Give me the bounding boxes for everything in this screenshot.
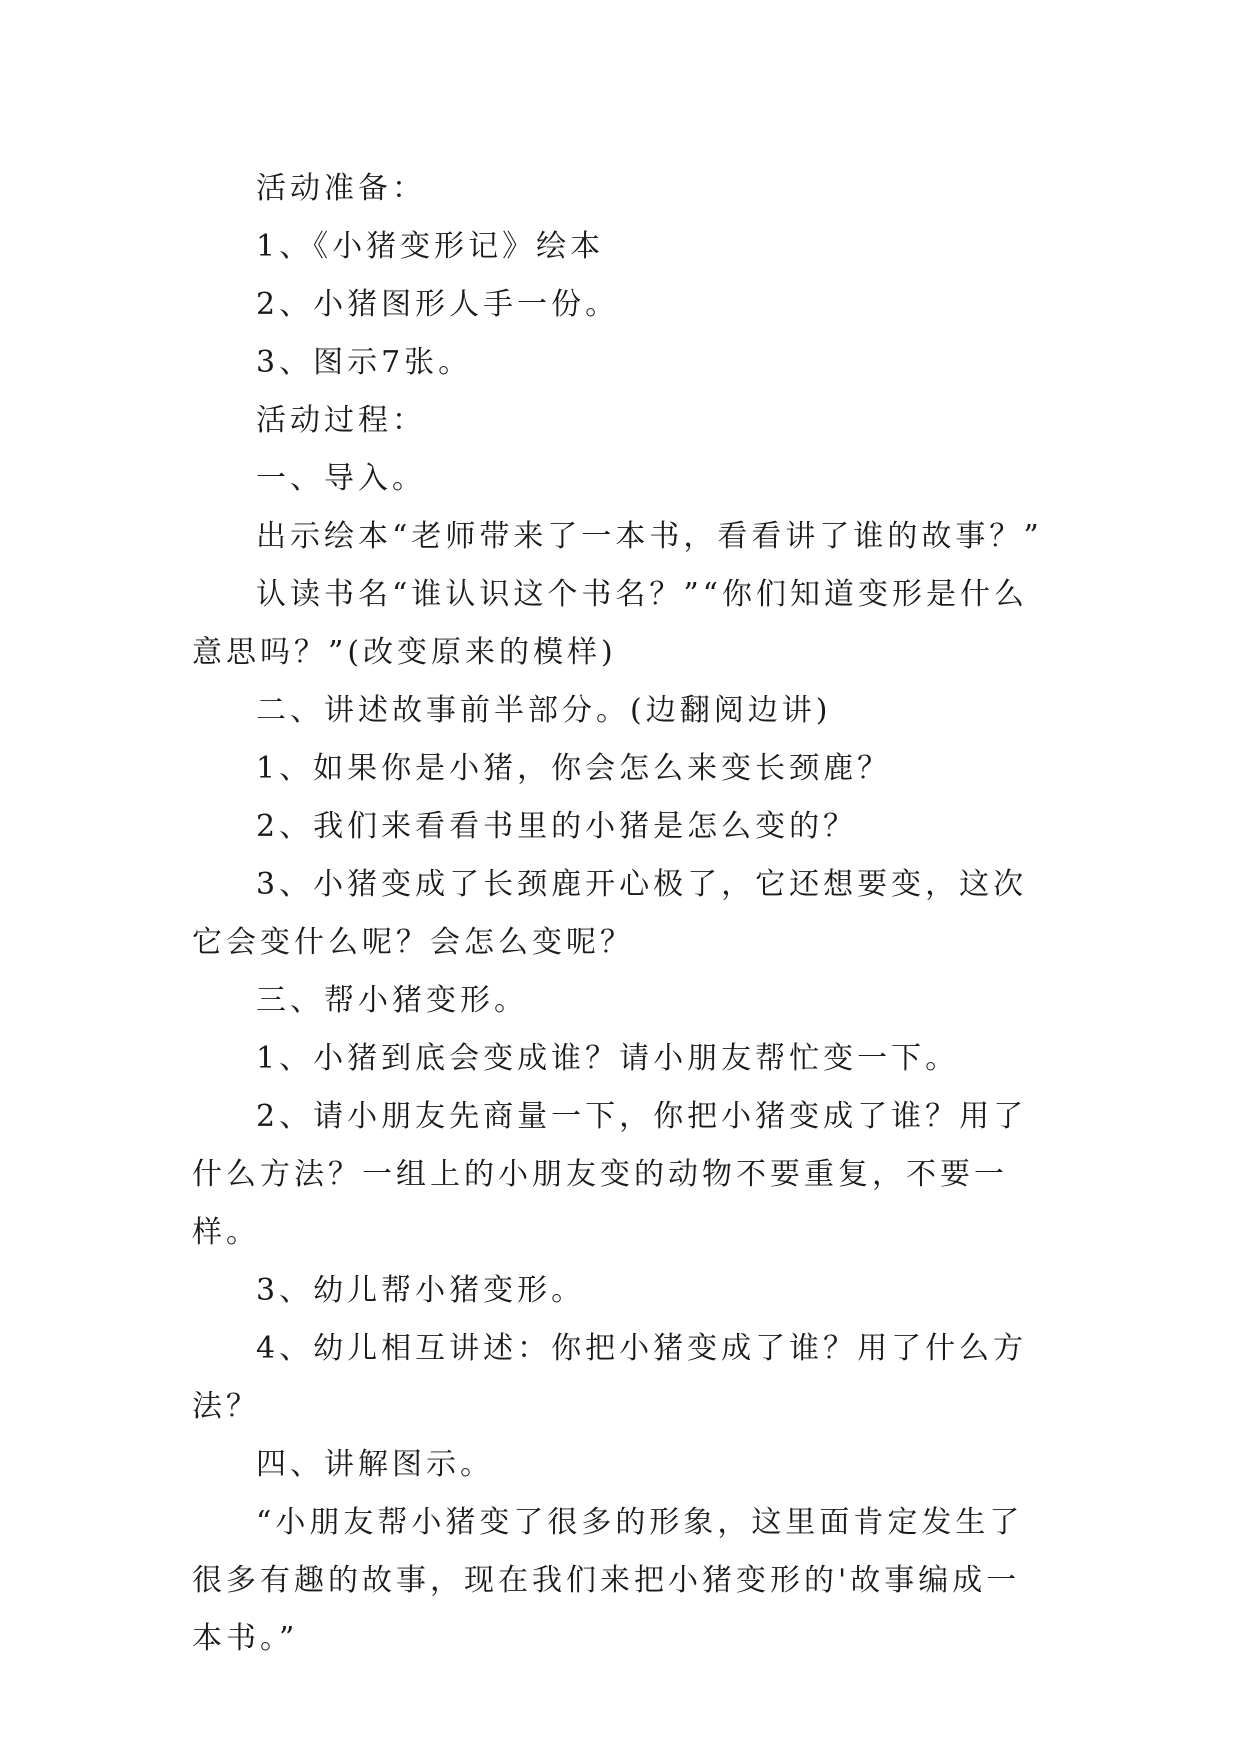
paragraph-process-heading: 活动过程： (256, 403, 426, 438)
paragraph-section-3-item-4: 4、幼儿相互讲述：你把小猪变成了谁？用了什么方法？ (192, 1331, 1028, 1424)
paragraph-section-4-heading: 四、讲解图示。 (256, 1447, 494, 1482)
paragraph-section-2-item-2: 2、我们来看看书里的小猪是怎么变的？ (256, 809, 858, 844)
document-body (192, 160, 1052, 1668)
paragraph-show-book: 出示绘本“老师带来了一本书，看看讲了谁的故事？” (256, 519, 1043, 554)
paragraph-section-1-heading: 一、导入。 (256, 461, 426, 496)
paragraph-prep-item-2: 2、小猪图形人手一份。 (256, 287, 620, 322)
paragraph-section-2-item-3: 3、小猪变成了长颈鹿开心极了，它还想要变，这次它会变什么呢？会怎么变呢？ (192, 867, 1028, 960)
paragraph-section-4-quote: “小朋友帮小猪变了很多的形象，这里面肯定发生了很多有趣的故事，现在我们来把小猪变形的'故事编成一本书。” (192, 1505, 1024, 1656)
paragraph-section-2-item-1: 1、如果你是小猪，你会怎么来变长颈鹿？ (256, 751, 892, 786)
paragraph-section-3-item-1: 1、小猪到底会变成谁？请小朋友帮忙变一下。 (256, 1041, 960, 1076)
paragraph-section-3-item-3: 3、幼儿帮小猪变形。 (256, 1273, 586, 1308)
paragraph-prep-item-3: 3、图示7张。 (256, 345, 473, 380)
paragraph-section-3-heading: 三、帮小猪变形。 (256, 983, 528, 1018)
paragraph-section-3-item-2: 2、请小朋友先商量一下，你把小猪变成了谁？用了什么方法？一组上的小朋友变的动物不要重复，不要一样。 (192, 1099, 1028, 1250)
paragraph-section-2-heading: 二、讲述故事前半部分。(边翻阅边讲) (256, 693, 832, 728)
paragraph-prep-heading: 活动准备： (256, 171, 426, 206)
paragraph-prep-item-1: 1、《小猪变形记》绘本 (256, 229, 605, 264)
paragraph-read-title: 认读书名“谁认识这个书名？”“你们知道变形是什么意思吗？”(改变原来的模样) (192, 577, 1029, 670)
